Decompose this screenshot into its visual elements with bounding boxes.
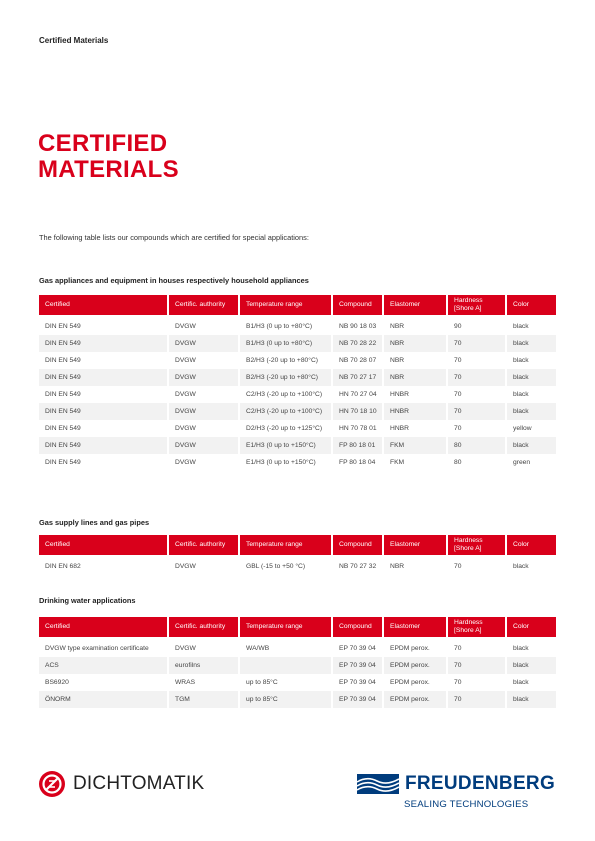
col-compound-cell: NB 70 27 32 xyxy=(333,558,384,575)
hardness-header-line-2: [Shore A] xyxy=(454,545,482,552)
col-temperature-cell: B1/H3 (0 up to +80°C) xyxy=(240,335,333,352)
col-hardness-cell: 70 xyxy=(448,558,507,575)
col-authority-cell: DVGW xyxy=(169,420,240,437)
page-header-label: Certified Materials xyxy=(39,36,109,45)
col-elastomer-cell: EPDM perox. xyxy=(384,691,448,708)
table-row xyxy=(39,640,556,657)
section-heading-gas-appliances: Gas appliances and equipment in houses respectively household appliances xyxy=(39,276,309,285)
col-elastomer-cell: FKM xyxy=(384,437,448,454)
col-compound-header: Compound xyxy=(333,295,384,318)
col-certified-header: Certified xyxy=(39,295,169,318)
table-header-row xyxy=(39,295,556,318)
col-hardness-cell: 70 xyxy=(448,657,507,674)
col-color-header: Color xyxy=(507,617,556,640)
table-row xyxy=(39,657,556,674)
col-temperature-cell: D2/H3 (-20 up to +125°C) xyxy=(240,420,333,437)
col-hardness-header xyxy=(448,535,507,558)
col-hardness-cell: 70 xyxy=(448,369,507,386)
col-compound-cell: EP 70 39 04 xyxy=(333,691,384,708)
intro-text: The following table lists our compounds which are certified for special applications: xyxy=(39,233,309,242)
col-authority-header: Certific. authority xyxy=(169,617,240,640)
col-temperature-cell: B2/H3 (-20 up to +80°C) xyxy=(240,352,333,369)
table-drinking-water xyxy=(39,617,556,708)
page-title-line-1: CERTIFIED xyxy=(38,130,168,157)
col-compound-cell: NB 70 27 17 xyxy=(333,369,384,386)
col-hardness-cell: 70 xyxy=(448,691,507,708)
hardness-header-line-2: [Shore A] xyxy=(454,627,482,634)
col-authority-cell: eurofilns xyxy=(169,657,240,674)
hardness-header-line-2: [Shore A] xyxy=(454,305,482,312)
col-color-header: Color xyxy=(507,535,556,558)
col-color-cell: green xyxy=(513,459,531,466)
col-authority-cell: DVGW xyxy=(169,454,240,471)
table-row xyxy=(39,558,556,575)
hardness-header-line-1: Hardness xyxy=(454,297,483,304)
col-hardness-cell: 80 xyxy=(448,437,507,454)
col-elastomer-cell: HNBR xyxy=(384,403,448,420)
col-authority-cell: DVGW xyxy=(169,437,240,454)
col-certified-cell: DIN EN 549 xyxy=(39,437,169,454)
freudenberg-logo xyxy=(357,774,556,814)
col-compound-cell: HN 70 27 04 xyxy=(333,386,384,403)
col-compound-cell: EP 70 39 04 xyxy=(333,640,384,657)
col-elastomer-cell: NBR xyxy=(384,558,448,575)
section-heading-gas-supply: Gas supply lines and gas pipes xyxy=(39,518,150,527)
table-row xyxy=(39,335,556,352)
section-heading-drinking-water: Drinking water applications xyxy=(39,596,136,605)
table-header-row xyxy=(39,535,556,558)
col-elastomer-cell: NBR xyxy=(384,318,448,335)
hardness-header-line-1: Hardness xyxy=(454,619,483,626)
table-header-row xyxy=(39,617,556,640)
col-temperature-cell: B1/H3 (0 up to +80°C) xyxy=(240,318,333,335)
col-certified-header: Certified xyxy=(39,535,169,558)
col-temperature-cell: E1/H3 (0 up to +150°C) xyxy=(240,454,333,471)
col-elastomer-header: Elastomer xyxy=(384,535,448,558)
col-color-cell: black xyxy=(507,437,556,454)
col-elastomer-cell: HNBR xyxy=(384,420,448,437)
col-color-cell: black xyxy=(513,391,529,398)
col-certified-cell: DIN EN 549 xyxy=(39,454,169,471)
col-compound-cell: FP 80 18 01 xyxy=(333,437,384,454)
col-certified-cell: DIN EN 549 xyxy=(39,369,169,386)
col-authority-header: Certific. authority xyxy=(169,295,240,318)
col-color-cell: black xyxy=(507,369,556,386)
col-authority-cell: DVGW xyxy=(169,335,240,352)
col-color-header: Color xyxy=(507,295,556,318)
col-elastomer-cell: NBR xyxy=(384,352,448,369)
col-elastomer-cell: EPDM perox. xyxy=(384,640,448,657)
table-row xyxy=(39,420,556,437)
hardness-header-line-1: Hardness xyxy=(454,537,483,544)
col-compound-header: Compound xyxy=(333,617,384,640)
col-certified-cell: ÖNORM xyxy=(39,691,169,708)
col-temperature-cell: C2/H3 (-20 up to +100°C) xyxy=(240,386,333,403)
col-color-cell: black xyxy=(513,679,529,686)
page-title-line-2: MATERIALS xyxy=(38,156,179,183)
col-compound-cell: HN 70 18 10 xyxy=(333,403,384,420)
col-hardness-cell: 70 xyxy=(448,674,507,691)
col-certified-cell: DVGW type examination certificate xyxy=(39,640,169,657)
col-color-cell: black xyxy=(507,691,556,708)
col-elastomer-cell: EPDM perox. xyxy=(384,657,448,674)
table-row xyxy=(39,454,556,471)
col-authority-cell: WRAS xyxy=(169,674,240,691)
col-temperature-cell: GBL (-15 to +50 °C) xyxy=(240,558,333,575)
col-compound-cell: EP 70 39 04 xyxy=(333,674,384,691)
col-color-cell: yellow xyxy=(513,425,532,432)
col-color-cell: black xyxy=(513,323,529,330)
col-temperature-cell: up to 85°C xyxy=(240,674,333,691)
col-certified-cell: DIN EN 549 xyxy=(39,386,169,403)
table-row xyxy=(39,437,556,454)
table-row xyxy=(39,403,556,420)
col-compound-cell: HN 70 78 01 xyxy=(333,420,384,437)
col-temperature-header: Temperature range xyxy=(240,617,333,640)
col-certified-cell: DIN EN 549 xyxy=(39,335,169,352)
col-hardness-cell: 70 xyxy=(448,352,507,369)
col-temperature-cell: WA/WB xyxy=(240,640,333,657)
col-temperature-cell: up to 85°C xyxy=(240,691,333,708)
col-color-cell: black xyxy=(513,357,529,364)
col-certified-cell: DIN EN 549 xyxy=(39,420,169,437)
col-temperature-header: Temperature range xyxy=(240,295,333,318)
col-compound-cell: NB 70 28 22 xyxy=(333,335,384,352)
col-color-cell: black xyxy=(513,563,529,570)
col-compound-cell: FP 80 18 04 xyxy=(333,454,384,471)
col-elastomer-cell: EPDM perox. xyxy=(384,674,448,691)
col-authority-cell: DVGW xyxy=(169,558,240,575)
col-temperature-cell: C2/H3 (-20 up to +100°C) xyxy=(240,403,333,420)
col-authority-cell: DVGW xyxy=(169,318,240,335)
freudenberg-wordmark: FREUDENBERG xyxy=(405,773,556,794)
table-row xyxy=(39,691,556,708)
col-authority-cell: TGM xyxy=(169,691,240,708)
col-hardness-header xyxy=(448,295,507,318)
col-color-cell: black xyxy=(507,403,556,420)
col-certified-header: Certified xyxy=(39,617,169,640)
col-compound-header: Compound xyxy=(333,535,384,558)
table-row xyxy=(39,369,556,386)
col-temperature-cell xyxy=(240,657,333,674)
table-row xyxy=(39,386,556,403)
col-hardness-header xyxy=(448,617,507,640)
col-compound-cell: NB 70 28 07 xyxy=(333,352,384,369)
col-elastomer-cell: NBR xyxy=(384,335,448,352)
col-hardness-cell: 70 xyxy=(448,403,507,420)
freudenberg-subtitle: SEALING TECHNOLOGIES xyxy=(404,799,529,810)
freudenberg-wave-icon xyxy=(357,774,399,794)
col-elastomer-cell: HNBR xyxy=(384,386,448,403)
table-gas-supply xyxy=(39,535,556,575)
col-hardness-cell: 80 xyxy=(448,454,507,471)
col-compound-cell: NB 90 18 03 xyxy=(333,318,384,335)
table-gas-appliances xyxy=(39,295,556,471)
dichtomatik-logo xyxy=(39,771,204,797)
dichtomatik-mark-icon xyxy=(39,771,65,797)
col-elastomer-cell: NBR xyxy=(384,369,448,386)
table-row xyxy=(39,318,556,335)
page-title xyxy=(38,131,179,183)
col-temperature-header: Temperature range xyxy=(240,535,333,558)
col-certified-cell: DIN EN 549 xyxy=(39,403,169,420)
col-color-cell: black xyxy=(507,335,556,352)
col-authority-cell: DVGW xyxy=(169,640,240,657)
col-elastomer-header: Elastomer xyxy=(384,295,448,318)
col-elastomer-cell: FKM xyxy=(384,454,448,471)
col-authority-cell: DVGW xyxy=(169,352,240,369)
col-authority-cell: DVGW xyxy=(169,386,240,403)
col-hardness-cell: 70 xyxy=(448,640,507,657)
col-hardness-cell: 70 xyxy=(448,386,507,403)
col-hardness-cell: 70 xyxy=(448,420,507,437)
col-hardness-cell: 70 xyxy=(448,335,507,352)
table-row xyxy=(39,352,556,369)
col-certified-cell: DIN EN 682 xyxy=(39,558,169,575)
col-authority-cell: DVGW xyxy=(169,403,240,420)
col-certified-cell: ACS xyxy=(39,657,169,674)
col-authority-header: Certific. authority xyxy=(169,535,240,558)
col-temperature-cell: E1/H3 (0 up to +150°C) xyxy=(240,437,333,454)
col-color-cell: black xyxy=(507,657,556,674)
col-certified-cell: BS6920 xyxy=(39,674,169,691)
col-compound-cell: EP 70 39 04 xyxy=(333,657,384,674)
col-elastomer-header: Elastomer xyxy=(384,617,448,640)
table-row xyxy=(39,674,556,691)
col-hardness-cell: 90 xyxy=(448,318,507,335)
col-certified-cell: DIN EN 549 xyxy=(39,352,169,369)
dichtomatik-wordmark: DICHTOMATIK xyxy=(73,773,205,794)
col-temperature-cell: B2/H3 (-20 up to +80°C) xyxy=(240,369,333,386)
col-color-cell: black xyxy=(513,645,529,652)
col-authority-cell: DVGW xyxy=(169,369,240,386)
col-certified-cell: DIN EN 549 xyxy=(39,318,169,335)
